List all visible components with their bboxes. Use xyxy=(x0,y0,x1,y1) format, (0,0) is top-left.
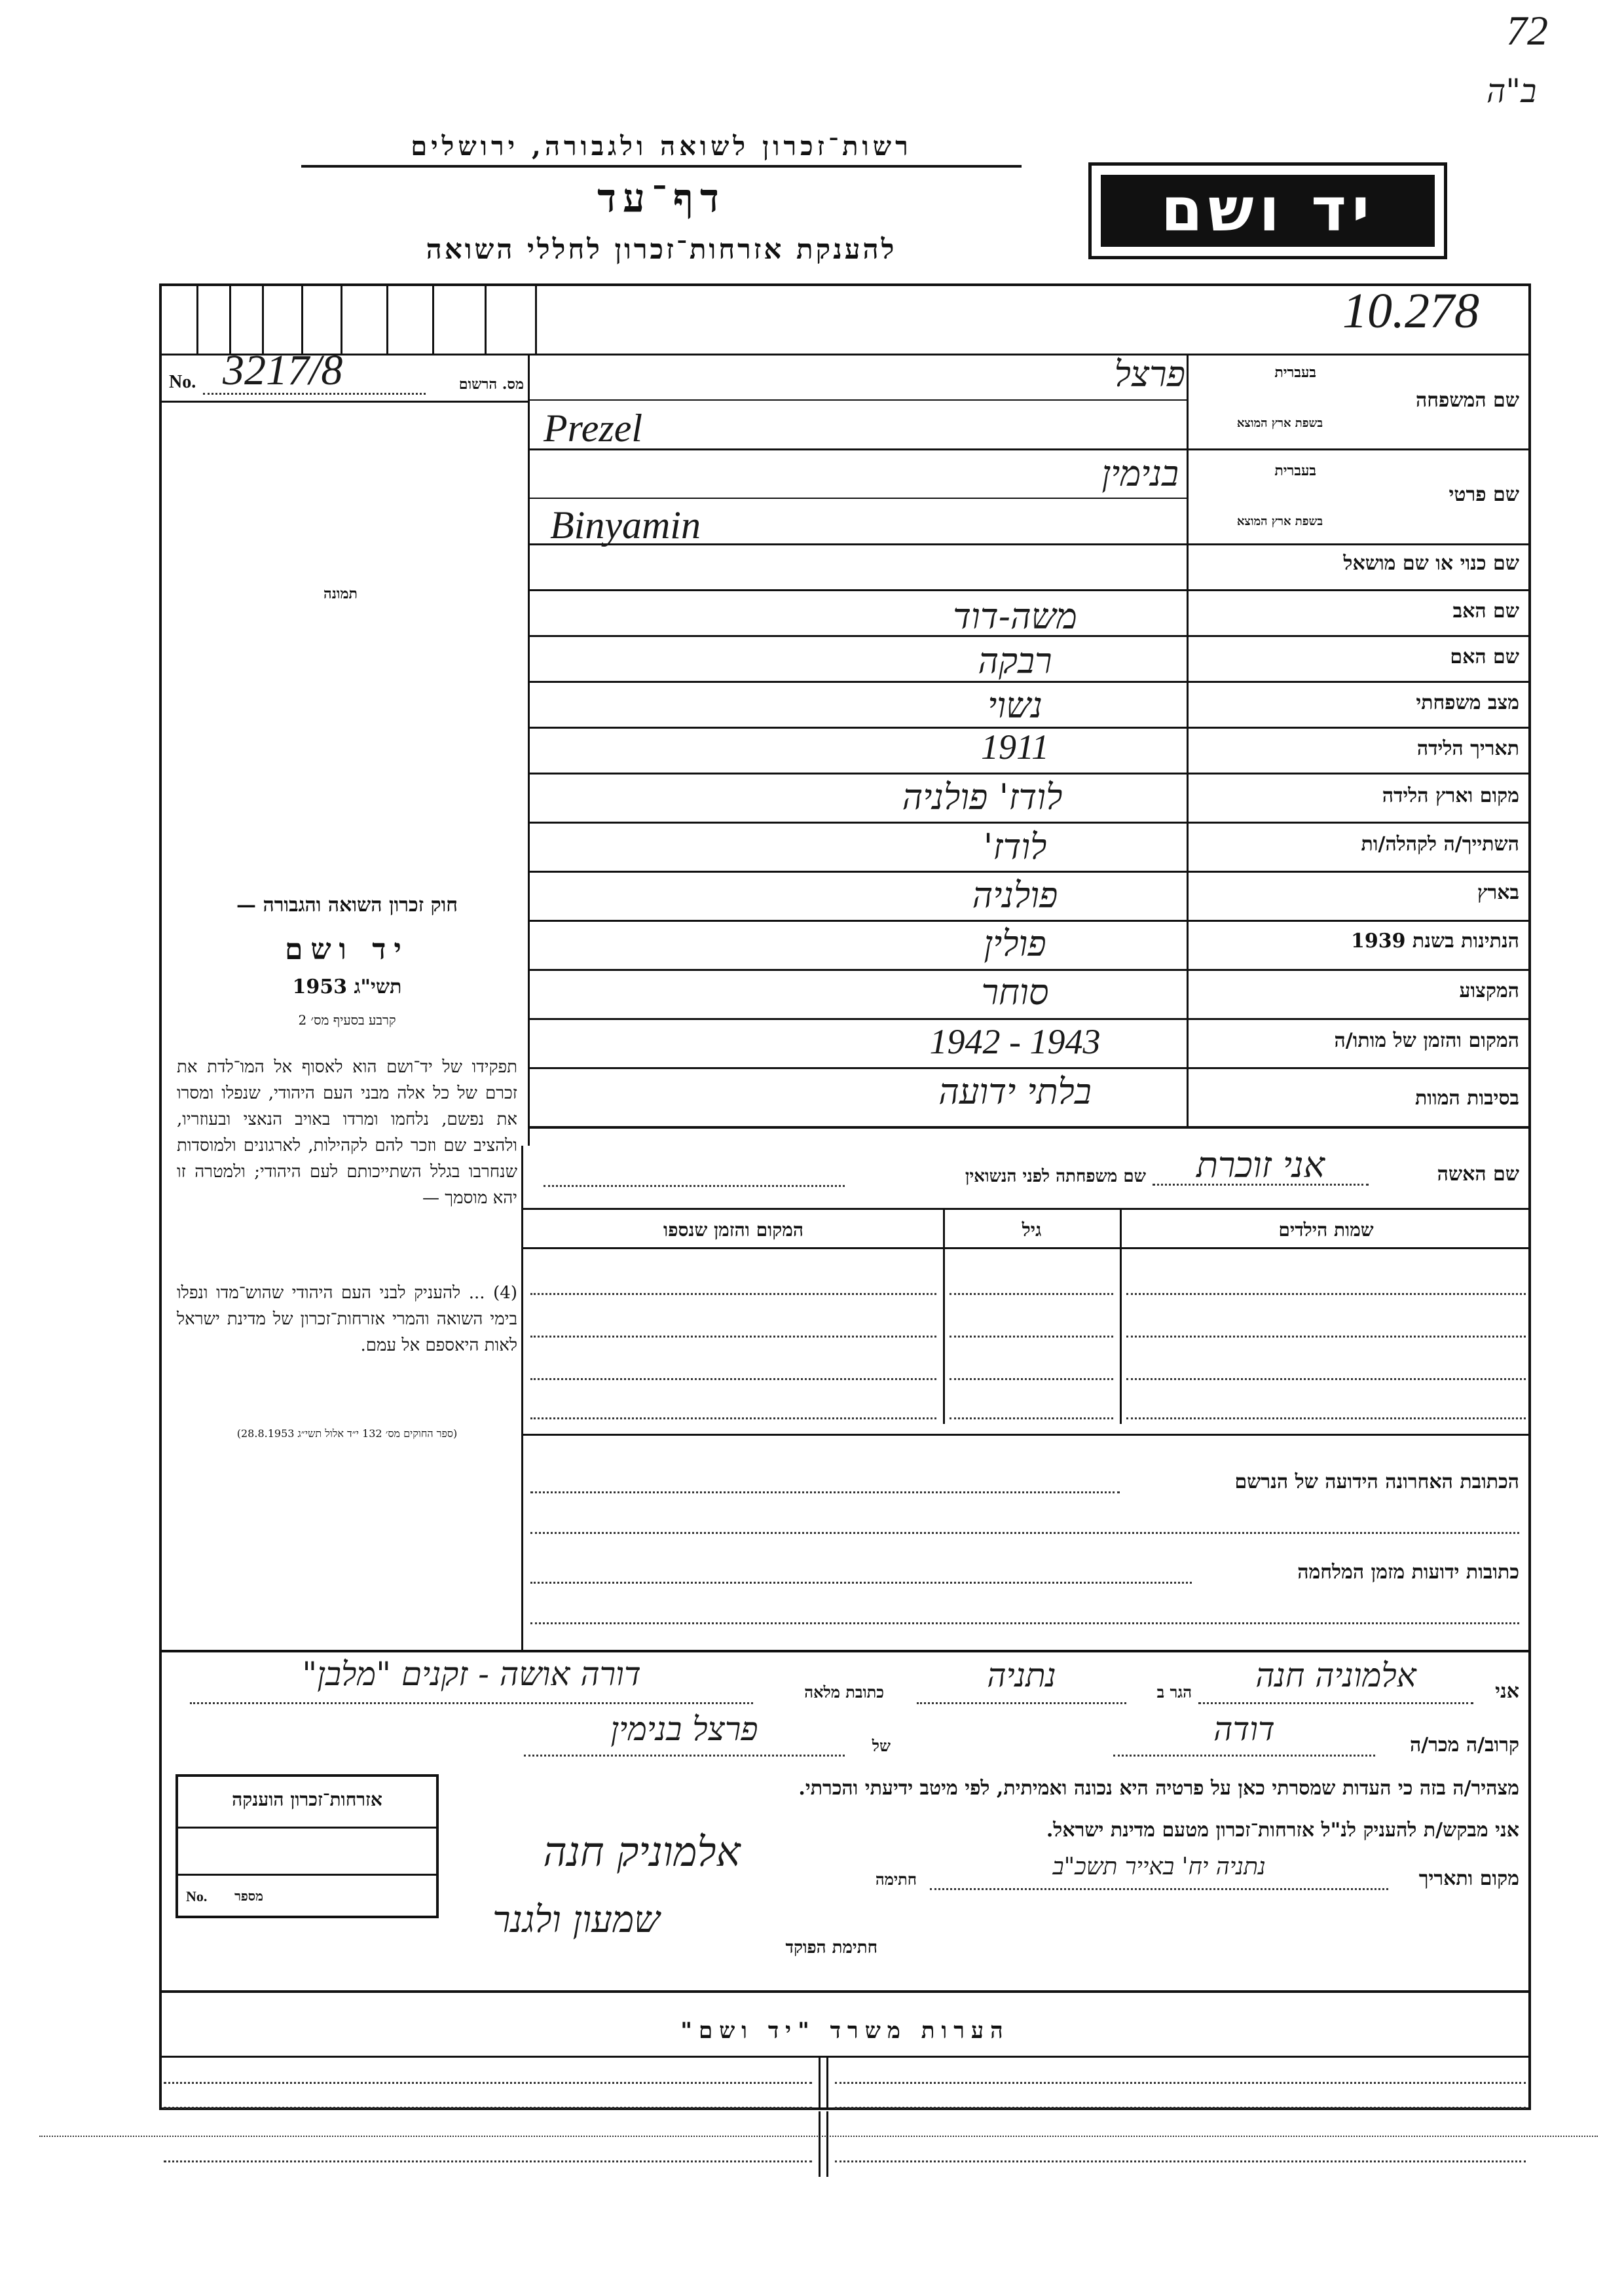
yad-vashem-logo xyxy=(1088,162,1447,259)
mother-label: שם האם xyxy=(1450,646,1519,668)
decl-relative-value: דודה xyxy=(1213,1710,1275,1748)
authority-name: רשות־זכרון לשואה ולגבורה, ירושלים xyxy=(411,131,912,162)
father-value: משה-דוד xyxy=(953,596,1077,637)
death-place-value: 1942 - 1943 xyxy=(929,1022,1101,1061)
reg-no-label: מס. הרשום xyxy=(458,376,524,393)
logo-text: יד ושם xyxy=(1101,175,1435,247)
decl-i-value: אלמוניה חנה xyxy=(1255,1656,1416,1694)
decl-signature-value: אלמוניק חנה xyxy=(543,1828,741,1876)
wife-value: אני זוכרת xyxy=(1196,1144,1325,1186)
file-number: 10.278 xyxy=(1342,283,1479,338)
country-value: פולניה xyxy=(972,875,1058,916)
children-col-place: המקום והזמן שנספו xyxy=(663,1219,803,1241)
citizenship-box-no: No. xyxy=(186,1888,208,1904)
form-title: דף־עד xyxy=(597,175,726,221)
law-section: קרבע בסעיף מס׳ 2 xyxy=(298,1012,396,1028)
form-subtitle: להענקת אזרחות־זכרון לחללי השואה xyxy=(426,233,897,265)
profession-label: המקצוע xyxy=(1459,979,1519,1002)
decl-place-date-label: מקום ותאריך xyxy=(1418,1867,1519,1890)
remarks-title: הערות משרד "יד ושם" xyxy=(680,2018,1010,2044)
father-label: שם האב xyxy=(1452,600,1519,623)
citizenship-label: הנתינות בשנת 1939 xyxy=(1350,930,1519,953)
birth-date-label: תאריך הלידה xyxy=(1416,737,1519,760)
profession-value: סוחר xyxy=(981,972,1049,1013)
decl-i-label: אני xyxy=(1495,1680,1519,1703)
reg-no-latin: No. xyxy=(169,372,196,392)
children-col-age: גיל xyxy=(1022,1219,1042,1241)
citizenship-value: פולין xyxy=(984,923,1046,964)
citizenship-box-title: אזרחות־זכרון הוענקה xyxy=(232,1789,382,1810)
marital-label: מצב משפחתי xyxy=(1416,691,1519,714)
last-address-label: הכתובת האחרונה הידועה של הנרשם xyxy=(1234,1470,1519,1493)
nickname-label: שם כנוי או שם מושאל xyxy=(1343,552,1519,575)
law-name: יד ושם xyxy=(285,933,409,966)
photo-label: תמונה xyxy=(323,585,358,602)
wartime-address-label: כתובות ידועות מזמן המלחמה xyxy=(1297,1561,1519,1584)
wife-maiden-label: שם משפחתה לפני הנשואין xyxy=(965,1167,1146,1186)
decl-address-label: כתובת מלאה xyxy=(804,1683,884,1702)
community-label: השתייך/ה לקהלה/ות xyxy=(1361,833,1519,856)
family-name-origin-label: בשפת ארץ המוצא xyxy=(1236,416,1323,430)
law-text-2: (4) ... להעניק לבני העם היהודי שהוש־מדו ונפלו בימי השואה והמרי אזרחות־זכרון של מדינת ישראל לאות היאספם אל עמם. xyxy=(177,1283,517,1355)
country-label: בארץ xyxy=(1477,881,1519,904)
citizenship-box-number-label: מספר xyxy=(234,1888,263,1904)
family-name-label: שם המשפחה xyxy=(1415,389,1519,412)
law-citation: (ספר החוקים מס׳ 132 י״ד אלול תשי״ג 28.8.1953) xyxy=(236,1427,458,1440)
law-text-1: תפקידו של יד־ושם הוא לאסוף אל המו־לדת את זכרם של כל אלה מבני העם היהודי, שנפלו ומסרו את נפשם, נלחמו ומרדו באויב הנאצי ובעוזריו, ולהציב שם וזכר להם לקהילות, לארגונים ולמוסדות שנחרבו בגלל השתייכותם לעם היהודי; ולמטרה זו יהא מוסמך — xyxy=(177,1057,517,1208)
decl-of-value: פרצל בנימין xyxy=(610,1710,758,1748)
family-name-origin: Prezel xyxy=(544,407,643,450)
number-boxes xyxy=(196,283,537,354)
decl-lives-label: הגר ב xyxy=(1156,1683,1192,1702)
decl-of-label: של xyxy=(872,1736,891,1755)
community-value: לודז' xyxy=(983,826,1047,867)
decl-signature-label: חתימה xyxy=(875,1870,917,1889)
children-col-names: שמות הילדים xyxy=(1278,1219,1374,1241)
reg-no-value: 3217/8 xyxy=(223,346,343,394)
wife-label: שם האשה xyxy=(1437,1163,1519,1186)
birth-place-value: לודז' פולניה xyxy=(902,776,1063,818)
page-number: 72 xyxy=(1506,7,1548,54)
first-name-hebrew: בנימין xyxy=(1101,453,1179,494)
decl-statement-2: אני מבקש/ת להעניק לנ"ל אזרחות־זכרון מטעם מדינת ישראל. xyxy=(1046,1819,1519,1842)
first-name-origin-label: בשפת ארץ המוצא xyxy=(1236,515,1323,528)
first-name-origin: Binyamin xyxy=(550,503,701,547)
marital-value: נשוי xyxy=(987,685,1043,726)
family-name-hebrew-label: בעברית xyxy=(1274,364,1316,381)
citizenship-box xyxy=(175,1774,439,1918)
corner-mark: ב"ה xyxy=(1486,72,1537,110)
decl-place-date-value: נתניה יח' באייר תשכ"ב xyxy=(1052,1853,1266,1880)
death-circumstances-label: בסיבות המוות xyxy=(1415,1087,1519,1110)
death-place-label: המקום והזמן של מותו/ה xyxy=(1334,1029,1519,1052)
officer-signature-label: חתימת הפוקד xyxy=(785,1938,877,1958)
first-name-label: שם פרטי xyxy=(1449,483,1519,506)
decl-statement-1: מצהיר/ה בזה כי העדות שמסרתי כאן על פרטיה היא נכונה ואמיתית, לפי מיטב ידיעתי והכרתי. xyxy=(798,1777,1519,1800)
death-circumstances-value: בלתי ידועה xyxy=(938,1071,1092,1112)
first-name-hebrew-label: בעברית xyxy=(1274,462,1316,479)
decl-lives-value: נתניה xyxy=(987,1656,1056,1694)
birth-date-value: 1911 xyxy=(981,727,1049,767)
law-heading: חוק זכרון השואה והגבורה — xyxy=(236,894,458,917)
decl-relative-label: קרוב/ה מכר/ה xyxy=(1410,1734,1519,1757)
birth-place-label: מקום וארץ הלידה xyxy=(1382,784,1519,807)
law-year: תשי"ג 1953 xyxy=(292,975,402,998)
officer-signature-value: שמעון ולגנר xyxy=(492,1899,660,1941)
decl-address-value: דורה אושה - זקנים "מלבן" xyxy=(302,1655,641,1693)
family-name-hebrew: פרצל xyxy=(1114,354,1185,395)
mother-value: רבקה xyxy=(978,640,1052,682)
